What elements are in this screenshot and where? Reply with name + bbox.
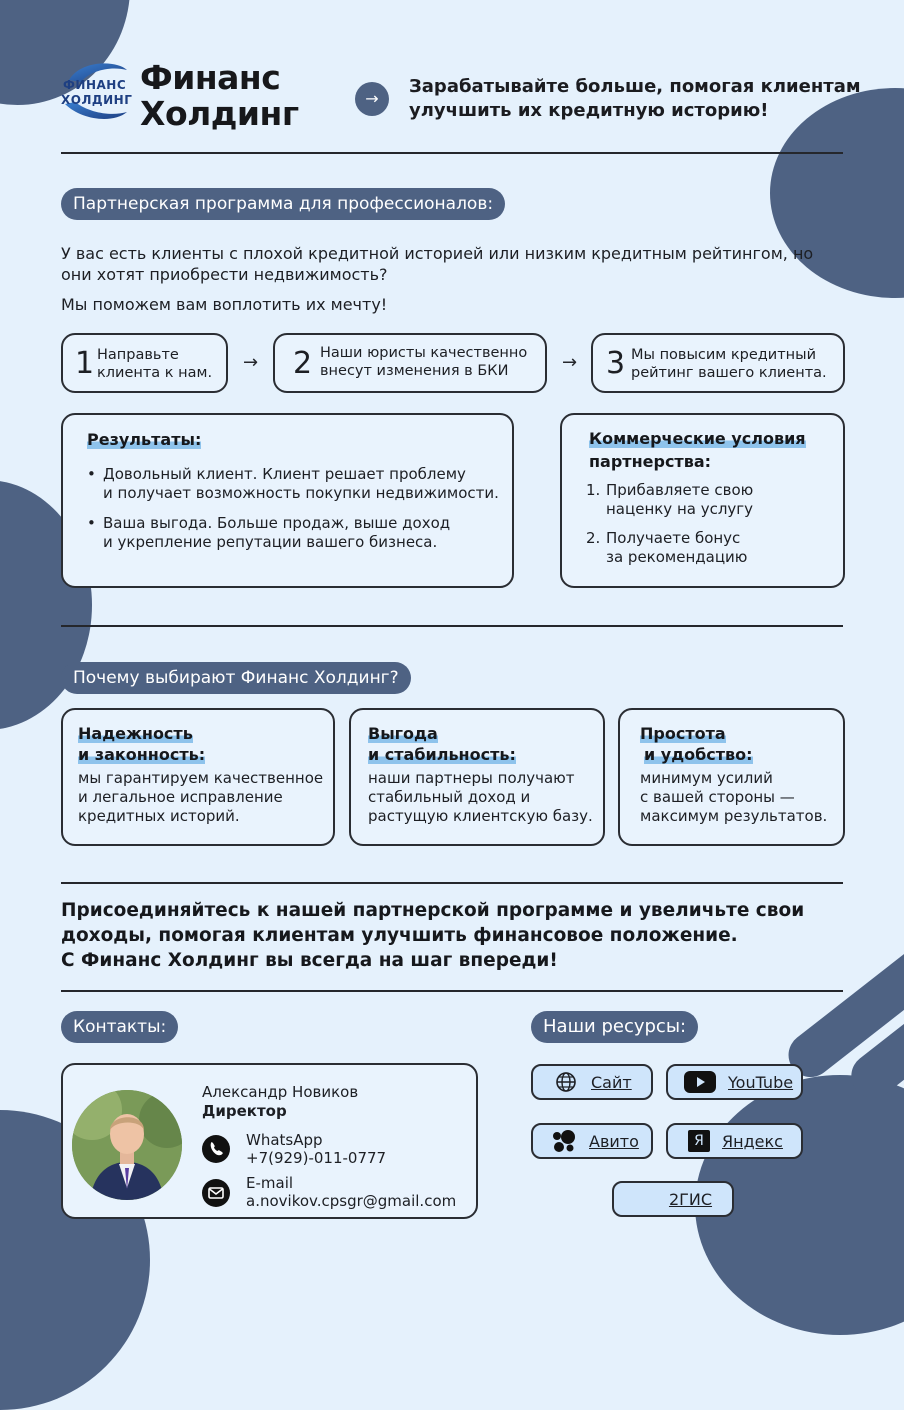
globe-icon (555, 1071, 577, 1093)
avito-label: Авито (589, 1131, 639, 1151)
contacts-heading: Контакты: (61, 1011, 178, 1043)
youtube-link-button[interactable] (666, 1064, 803, 1100)
header-tagline (409, 75, 861, 123)
join-call-to-action: Присоединяйтесь к нашей партнерской программе и увеличьте свои доходы, помогая клиентам улучшить финансовое положение. С Финанс Холдинг вы всегда на шаг впереди! (61, 900, 805, 971)
divider-2 (61, 625, 843, 627)
intro-line3: Мы поможем вам воплотить их мечту! (61, 295, 388, 314)
results-card (61, 413, 514, 588)
logo-text-1: ФИНАНС (63, 78, 127, 92)
phone-icon (202, 1135, 230, 1163)
why-card-reliability: Надежность и законность: мы гарантируем качественное и легальное исправление кредитных историй. (61, 708, 335, 846)
brand-logo (61, 58, 131, 126)
2gis-link-button[interactable] (612, 1181, 734, 1217)
youtube-label: YouTube (728, 1072, 794, 1092)
email-label: E-mail (246, 1174, 294, 1192)
logo-text-2: ХОЛДИНГ (61, 93, 133, 107)
email-address[interactable]: a.novikov.cpsgr@gmail.com (246, 1192, 457, 1210)
site-link-button[interactable] (531, 1064, 653, 1100)
step-arrow-icon: → (562, 352, 578, 373)
partner-heading: Партнерская программа для профессионалов: (61, 188, 505, 220)
step-text: Наши юристы качественно внесут изменения в БКИ (320, 345, 528, 379)
site-label: Сайт (591, 1072, 632, 1092)
divider-3 (61, 882, 843, 884)
step-card-3 (591, 333, 845, 393)
partner-intro (61, 243, 851, 315)
intro-line2: они хотят приобрести недвижимость? (61, 265, 388, 284)
brand-name-line1: Финанс (140, 58, 281, 97)
divider-1 (61, 152, 843, 154)
why-heading: Почему выбирают Финанс Холдинг? (61, 662, 411, 694)
youtube-icon (684, 1071, 716, 1093)
results-item-1: • Довольный клиент. Клиент решает проблему и получает возможность покупки недвижимости. (87, 465, 499, 502)
brand-name (140, 60, 299, 132)
step-text: Мы повысим кредитный рейтинг вашего клиента. (631, 347, 827, 381)
divider-4 (61, 990, 843, 992)
terms-item-2: 2. Получаете бонус за рекомендацию (586, 529, 748, 566)
step-number: 1 (75, 346, 95, 381)
tagline-line1: Зарабатывайте больше, помогая клиентам (409, 76, 861, 97)
phone-number[interactable]: +7(929)-011-0777 (246, 1149, 387, 1167)
avatar (72, 1090, 182, 1200)
contacts-card (61, 1063, 478, 1219)
terms-item-1: 1. Прибавляете свою наценку на услугу (586, 481, 754, 518)
why-card-profit: Выгода и стабильность: наши партнеры получают стабильный доход и растущую клиентскую базу. (349, 708, 605, 846)
results-item-2: • Ваша выгода. Больше продаж, выше доход и укрепление репутации вашего бизнеса. (87, 514, 451, 551)
step-number: 2 (293, 346, 313, 381)
step-card-1 (61, 333, 228, 393)
terms-card (560, 413, 845, 588)
contact-name: Александр Новиков (202, 1083, 359, 1101)
arrow-right-icon: → (365, 89, 379, 108)
2gis-label: 2ГИС (668, 1189, 713, 1209)
terms-title-line2: партнерства: (589, 452, 712, 471)
person-photo-icon (72, 1090, 182, 1200)
tagline-line2: улучшить их кредитную историю! (409, 100, 769, 121)
avito-link-button[interactable] (531, 1123, 653, 1159)
email-icon (202, 1179, 230, 1207)
step-number: 3 (606, 346, 626, 381)
avito-icon (551, 1129, 577, 1153)
brand-name-line2: Холдинг (140, 94, 299, 133)
terms-title-line1: Коммерческие условия (589, 429, 806, 448)
arrow-circle-icon (355, 82, 389, 116)
step-arrow-icon: → (243, 352, 259, 373)
yandex-link-button[interactable] (666, 1123, 803, 1159)
contact-role: Директор (202, 1102, 287, 1120)
yandex-label: Яндекс (722, 1131, 783, 1151)
why-card-simplicity: Простота и удобство: минимум усилий с вашей стороны — максимум результатов. (618, 708, 845, 846)
logo-swoosh-icon (61, 58, 131, 126)
step-text: Направьте клиента к нам. (97, 347, 213, 381)
results-title: Результаты: (87, 430, 202, 449)
resources-heading: Наши ресурсы: (531, 1011, 698, 1043)
yandex-icon: Я (688, 1130, 710, 1152)
whatsapp-label: WhatsApp (246, 1131, 323, 1149)
intro-line1: У вас есть клиенты с плохой кредитной историей или низким кредитным рейтингом, но (61, 244, 814, 263)
step-card-2 (273, 333, 547, 393)
